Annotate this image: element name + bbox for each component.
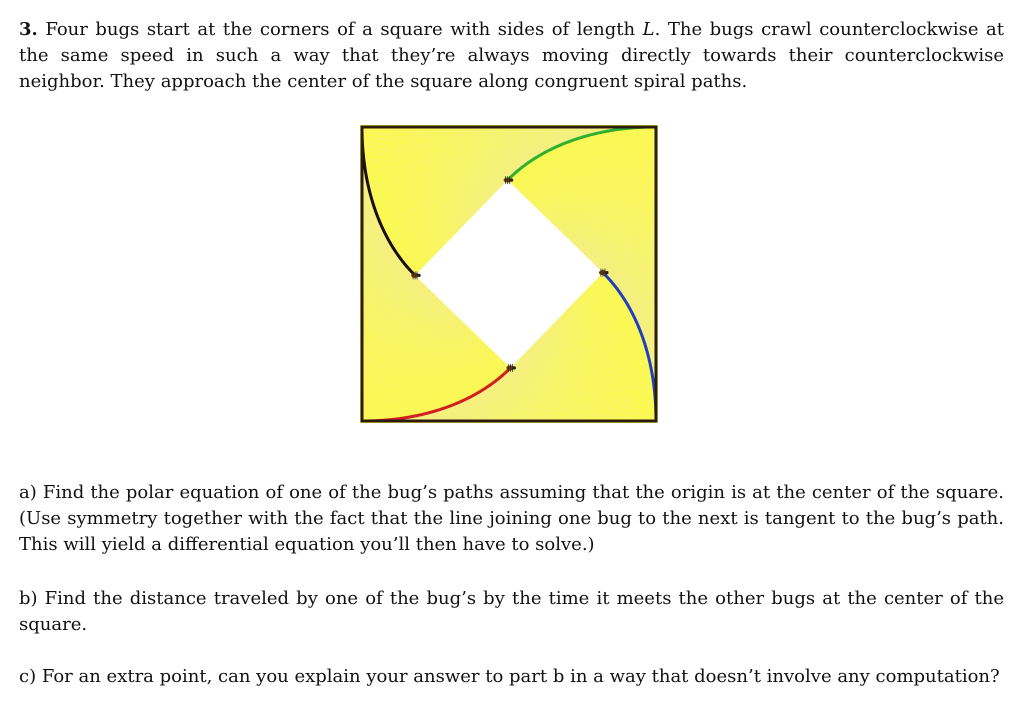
length-symbol: L [642,19,655,40]
problem-number: 3. [19,19,38,40]
part-b-text: b) Find the distance traveled by one of the bug’s by the time it meets the other bugs at the center of the square. [19,588,1004,635]
problem-text-1: Four bugs start at the corners of a square with sides of length [37,19,643,40]
part-a-text: a) Find the polar equation of one of the bug’s paths assuming that the origin is at the center of the square. (Use symmetry together with the fact that the line joining one bug to the next is tangent to the bug’s path. This will yield a differential equation you’ll then have to solve.) [19,482,1004,555]
problem-text-2: . The bugs crawl counterclockwise at the same speed in such a way that they’re always moving directly towards their counterclockwise neighbor. They approach the center of the square along congruent spiral paths. [19,19,1005,92]
part-c-text: c) For an extra point, can you explain your answer to part b in a way that doesn’t involve any computation? [19,666,1000,687]
bug-spiral-figure [360,125,658,423]
problem-statement [19,17,1004,95]
